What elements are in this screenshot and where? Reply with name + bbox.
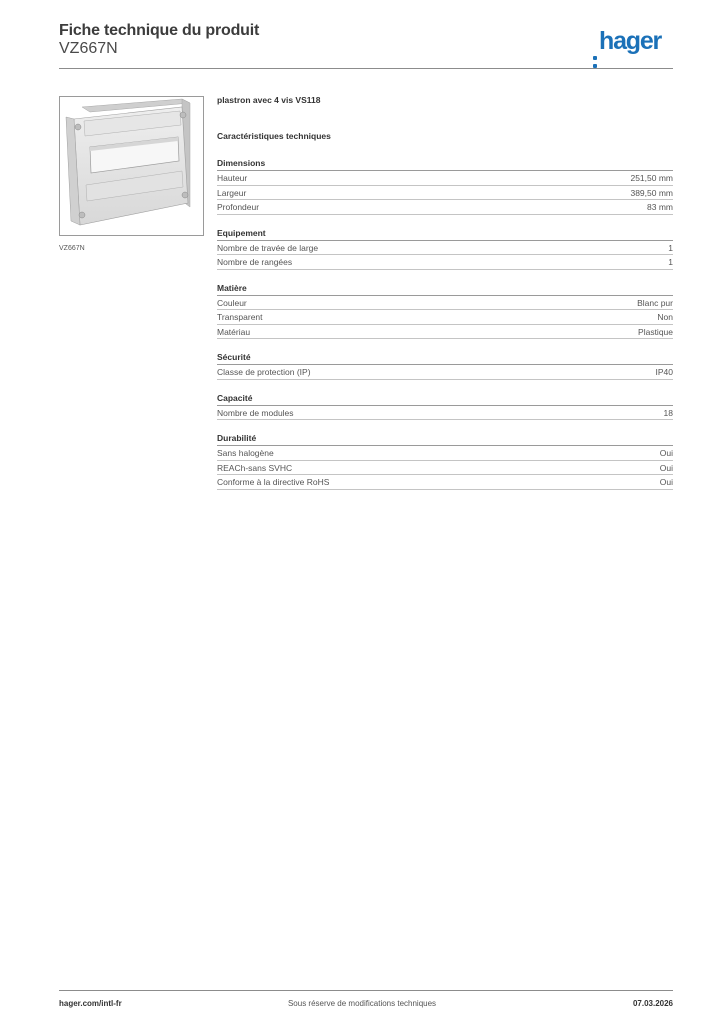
spec-label: Transparent [217, 312, 263, 322]
spec-label: Sans halogène [217, 448, 274, 458]
spec-label: Profondeur [217, 202, 260, 212]
product-image [59, 96, 204, 236]
spec-row [217, 310, 673, 325]
spec-label: Hauteur [217, 173, 248, 183]
spec-row [217, 296, 673, 311]
specifications-column [217, 95, 673, 490]
logo-text: hager [599, 27, 662, 55]
spec-value: 83 mm [647, 202, 673, 212]
footer-date: 07.03.2026 [632, 999, 673, 1008]
hager-logo [593, 27, 661, 55]
footer-divider [59, 990, 673, 991]
spec-value: Blanc pur [637, 297, 673, 308]
product-description: plastron avec 4 vis VS118 [217, 95, 321, 105]
spec-row [217, 325, 673, 340]
spec-section [217, 432, 673, 490]
spec-value: Oui [659, 477, 673, 487]
characteristics-heading: Caractéristiques techniques [217, 131, 331, 141]
product-illustration [60, 97, 203, 235]
spec-value: IP40 [655, 367, 673, 377]
spec-label: Nombre de rangées [217, 257, 293, 267]
spec-row [217, 446, 673, 461]
footer-website[interactable]: hager.com/intl-fr [59, 999, 122, 1008]
spec-row [217, 255, 673, 270]
spec-row [217, 200, 673, 215]
image-caption: VZ667N [59, 245, 85, 252]
spec-value: 1 [668, 257, 673, 267]
section-title: Capacité [217, 392, 673, 406]
spec-row [217, 241, 673, 256]
spec-value: 389,50 mm [630, 187, 673, 198]
header-divider [59, 68, 673, 69]
spec-value: Oui [659, 448, 673, 458]
spec-value: 18 [663, 407, 673, 418]
section-title: Matière [217, 282, 673, 296]
spec-row [217, 406, 673, 421]
section-title: Dimensions [217, 157, 673, 171]
spec-row [217, 461, 673, 476]
spec-section [217, 282, 673, 340]
spec-value: 251,50 mm [630, 173, 673, 183]
spec-section [217, 351, 673, 380]
spec-label: Nombre de travée de large [217, 242, 319, 253]
spec-value: 1 [668, 242, 673, 253]
spec-section [217, 157, 673, 215]
spec-label: Couleur [217, 297, 247, 308]
product-reference: VZ667N [59, 40, 118, 57]
spec-label: Nombre de modules [217, 407, 294, 418]
spec-label: Matériau [217, 326, 251, 337]
section-title: Equipement [217, 227, 673, 241]
spec-section [217, 392, 673, 421]
spec-sections [217, 157, 673, 490]
section-title: Durabilité [217, 432, 673, 446]
spec-label: Largeur [217, 187, 247, 198]
spec-section [217, 227, 673, 270]
spec-row [217, 475, 673, 490]
spec-label: Classe de protection (IP) [217, 367, 311, 377]
spec-value: Plastique [638, 326, 673, 337]
spec-value: Non [657, 312, 673, 322]
section-title: Sécurité [217, 351, 673, 365]
spec-row [217, 365, 673, 380]
page-title: Fiche technique du produit [59, 22, 260, 39]
spec-row [217, 171, 673, 186]
spec-label: REACh-sans SVHC [217, 462, 293, 473]
spec-value: Oui [659, 462, 673, 473]
footer-disclaimer: Sous réserve de modifications techniques [287, 999, 437, 1008]
spec-row [217, 186, 673, 201]
spec-label: Conforme à la directive RoHS [217, 477, 330, 487]
